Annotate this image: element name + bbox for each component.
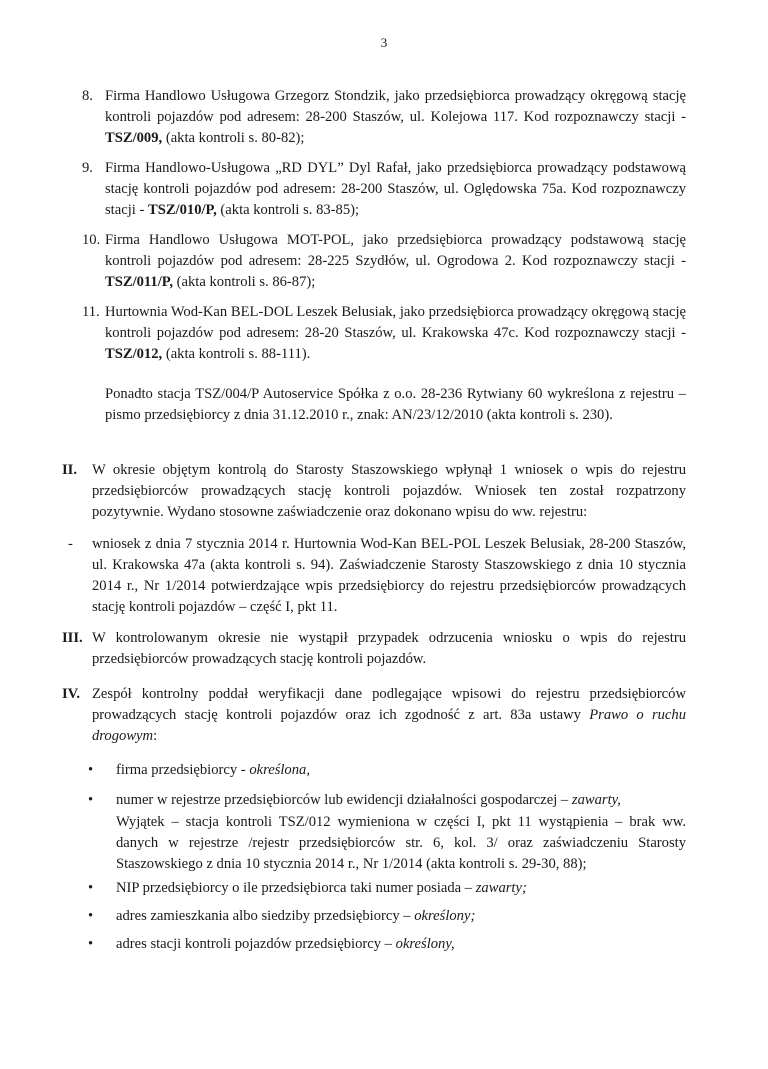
bullet-item <box>88 934 686 955</box>
station-code: TSZ/012, <box>105 346 163 362</box>
bullet-text: firma przedsiębiorcy - <box>116 762 250 778</box>
bullet-icon: • <box>88 792 94 808</box>
bullet-status: określona, <box>249 762 310 778</box>
item-text: Firma Handlowo Usługowa MOT-POL, jako przedsiębiorca prowadzący podstawową stację kontroli pojazdów pod adresem: 28-225 Szydłów, ul. Ogrodowa 2. Kod rozpoznawczy stacji - <box>105 232 686 269</box>
page-number: 3 <box>380 35 388 50</box>
item-text: Firma Handlowo-Usługowa „RD DYL” Dyl Rafał, jako przedsiębiorca prowadzący podstawową stację kontroli pojazdów pod adresem: 28-200 Staszów, ul. Oględowska 75a. Kod rozpoznawczy stacji - <box>105 160 686 218</box>
item-reference: (akta kontroli s. 80-82); <box>162 130 305 146</box>
item-reference: (akta kontroli s. 83-85); <box>216 202 360 218</box>
item-number: 9. <box>82 160 93 176</box>
bullet-text: NIP przedsiębiorcy o ile przedsiębiorca taki numer posiada – <box>116 880 476 896</box>
item-reference: (akta kontroli s. 86-87); <box>173 274 316 290</box>
bullet-status: zawarty, <box>571 792 621 808</box>
item-number: 8. <box>82 88 93 104</box>
bullet-icon: • <box>88 936 94 952</box>
list-item-8 <box>82 86 686 149</box>
bullet-status: określony, <box>395 936 455 952</box>
dash-text: wniosek z dnia 7 stycznia 2014 r. Hurtownia Wod-Kan BEL-POL Leszek Belusiak, 28-200 Staszów, ul. Krakowska 47a (akta kontroli s. 94). Zaświadczenie Starosty Staszowskiego z dnia 10 stycznia 2014 r., Nr 1/2014 potwierdzające wpis przedsiębiorcy do rejestru przedsiębiorców prowadzących stację kontroli pojazdów – część I, pkt 11. <box>92 536 686 615</box>
bullet-icon: • <box>88 880 94 896</box>
item-reference: (akta kontroli s. 88-111). <box>162 346 311 362</box>
section-number: IV. <box>62 686 80 702</box>
bullet-item <box>88 760 686 781</box>
section-number: III. <box>62 630 83 646</box>
act-title: Prawo o ruchu drogowym <box>92 707 686 744</box>
bullet-text: adres stacji kontroli pojazdów przedsiębiorcy – <box>116 936 396 952</box>
bullet-icon: • <box>88 762 94 778</box>
item-number: 10. <box>82 232 101 248</box>
section-iii <box>62 628 686 670</box>
section-ii-dash-item <box>68 534 686 618</box>
section-text: W kontrolowanym okresie nie wystąpił przypadek odrzucenia wniosku o wpis do rejestru przedsiębiorców prowadzących stację kontroli pojazdów. <box>92 630 686 667</box>
list-item-10 <box>82 230 686 293</box>
section-text-end: : <box>153 728 158 744</box>
bullet-status: zawarty; <box>475 880 527 896</box>
station-code: TSZ/009, <box>105 130 163 146</box>
bullet-text: adres zamieszkania albo siedziby przedsiębiorcy – <box>116 908 415 924</box>
bullet-text: numer w rejestrze przedsiębiorców lub ewidencji działalności gospodarczej – <box>116 792 572 808</box>
list-item-11 <box>82 302 686 365</box>
section-ii <box>62 460 686 523</box>
section-text: Zespół kontrolny poddał weryfikacji dane podlegające wpisowi do rejestru przedsiębiorców prowadzących stację kontroli pojazdów oraz ich zgodność z art. 83a ustawy <box>92 686 686 723</box>
station-code: TSZ/010/P, <box>147 202 217 218</box>
ponadto-paragraph: Ponadto stacja TSZ/004/P Autoservice Spółka z o.o. 28-236 Rytwiany 60 wykreślona z rejestru – pismo przedsiębiorcy z dnia 31.12.2010 r., znak: AN/23/12/2010 (akta kontroli s. 230). <box>105 386 686 423</box>
list-item-9 <box>82 158 686 221</box>
section-iv <box>62 684 686 747</box>
station-code: TSZ/011/P, <box>105 274 174 290</box>
section-text: W okresie objętym kontrolą do Starosty Staszowskiego wpłynął 1 wniosek o wpis do rejestru przedsiębiorców prowadzących stację kontroli pojazdów. Wniosek ten został rozpatrzony pozytywnie. Wydano stosowne zaświadczenie oraz dokonano wpisu do ww. rejestru: <box>92 462 686 520</box>
bullet-status: określony; <box>414 908 476 924</box>
item-number: 11. <box>82 304 100 320</box>
item-text: Firma Handlowo Usługowa Grzegorz Stondzik, jako przedsiębiorca prowadzący okręgową stację kontroli pojazdów pod adresem: 28-200 Staszów, ul. Kolejowa 117. Kod rozpoznawczy stacji - <box>105 88 686 125</box>
item-text: Hurtownia Wod-Kan BEL-DOL Leszek Belusiak, jako przedsiębiorca prowadzący okręgową stację kontroli pojazdów pod adresem: 28-20 Staszów, ul. Krakowska 47c. Kod rozpoznawczy stacji - <box>105 304 686 341</box>
section-number: II. <box>62 462 78 478</box>
dash-marker: - <box>68 536 73 552</box>
exception-note: Wyjątek – stacja kontroli TSZ/012 wymieniona w części I, pkt 11 wystąpienia – brak ww. danych w rejestrze /rejestr przedsiębiorców str. 6, kol. 3/ oraz zaświadczeniu Starosty Staszowskiego z dnia 10 stycznia 2014 r., Nr 1/2014 (akta kontroli s. 29-30, 88); <box>116 814 686 872</box>
bullet-icon: • <box>88 908 94 924</box>
bullet-item <box>88 878 686 899</box>
bullet-item <box>88 790 686 811</box>
bullet-item <box>88 906 686 927</box>
